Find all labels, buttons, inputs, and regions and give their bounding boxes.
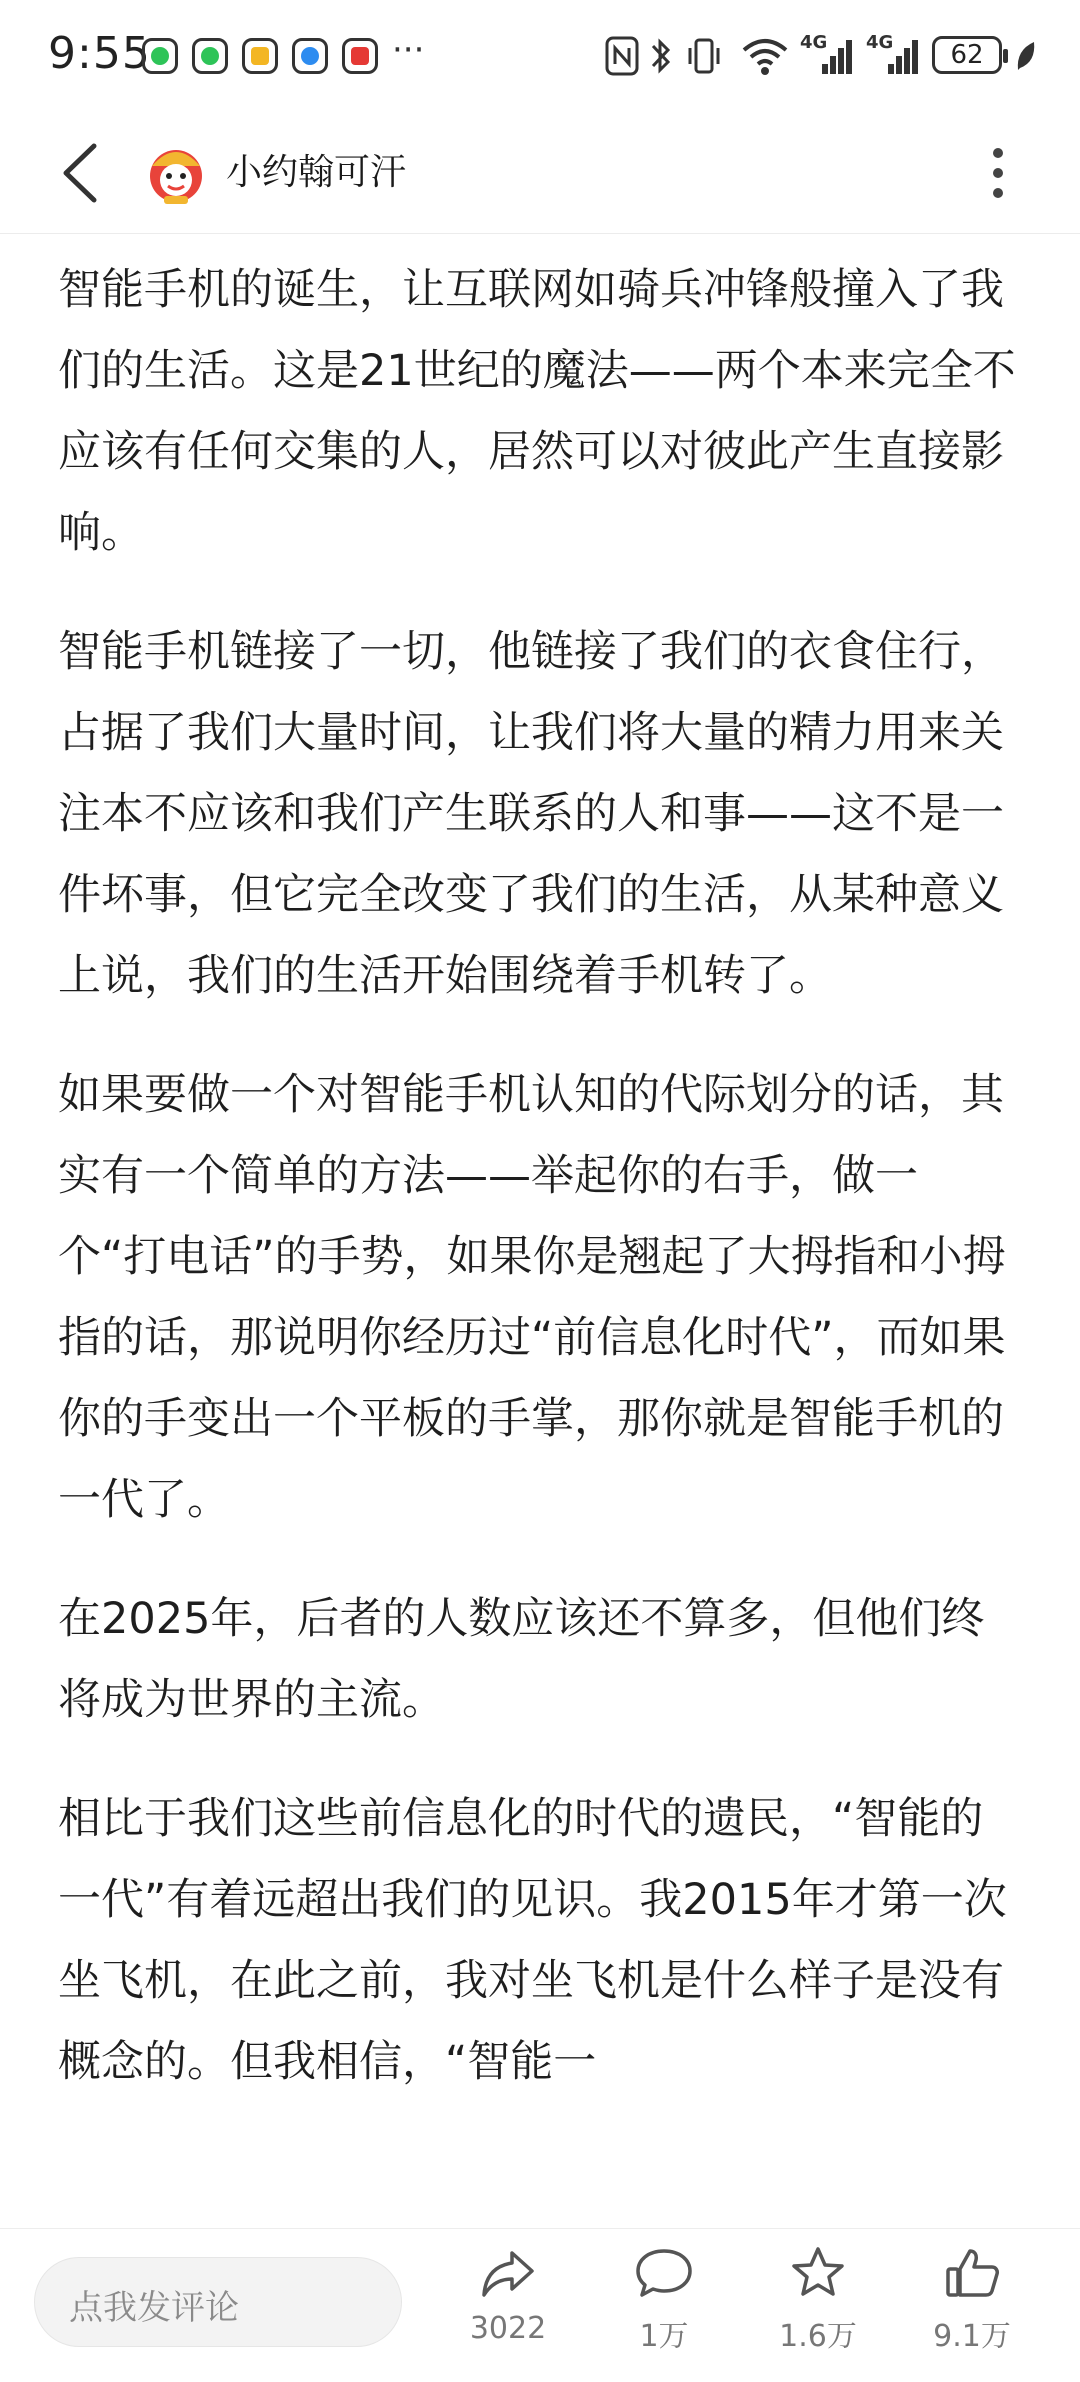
app-notification-icon: [242, 38, 278, 74]
article-paragraph: 智能手机链接了一切，他链接了我们的衣食住行，占据了我们大量时间，让我们将大量的精力用来关注本不应该和我们产生联系的人和事——这不是一件坏事，但它完全改变了我们的生活，从某种意义上说，我们的生活开始围绕着手机转了。: [58, 627, 1004, 1001]
cellular-signal-icon: [866, 32, 922, 80]
comment-count: 1万: [639, 2319, 689, 2354]
author-name[interactable]: 小约翰可汗: [226, 152, 407, 193]
more-notifications-icon: ···: [392, 30, 425, 70]
network-type-label: 4G: [800, 32, 828, 53]
article-body: [58, 250, 1022, 2141]
share-count: 3022: [469, 2311, 547, 2346]
wechat-notification-icon: [142, 38, 178, 74]
nfc-icon: [604, 32, 640, 80]
article-paragraph: 如果要做一个对智能手机认知的代际划分的话，其实有一个简单的方法——举起你的右手，做一个“打电话”的手势，如果你是翘起了大拇指和小拇指的话，那说明你经历过“前信息化时代”，而如果你的手变出一个平板的手掌，那你就是智能手机的一代了。: [58, 1070, 1006, 1525]
comment-icon: [634, 2243, 694, 2303]
wifi-icon: [740, 32, 790, 80]
article-paragraph: 智能手机的诞生，让互联网如骑兵冲锋般撞入了我们的生活。这是21世纪的魔法——两个本来完全不应该有任何交集的人，居然可以对彼此产生直接影响。: [58, 265, 1016, 558]
power-saving-icon: [1014, 38, 1038, 74]
network-type-label: 4G: [866, 32, 894, 53]
app-notification-icon: [292, 38, 328, 74]
article-paragraph: 相比于我们这些前信息化的时代的遗民，“智能的一代”有着远超出我们的见识。我2015年才第一次坐飞机，在此之前，我对坐飞机是什么样子是没有概念的。但我相信，“智能一: [58, 1794, 1007, 2087]
bottom-action-bar: [0, 2228, 1080, 2382]
cellular-signal-icon: [800, 32, 856, 80]
back-arrow-icon[interactable]: [56, 140, 106, 206]
share-icon: [478, 2243, 538, 2303]
favorite-count: 1.6万: [779, 2319, 857, 2354]
comment-placeholder: 点我发评论: [69, 2288, 239, 2328]
star-icon: [788, 2243, 848, 2303]
status-time: 9:55: [48, 28, 151, 79]
comment-input[interactable]: [34, 2257, 402, 2347]
app-notification-icon: [342, 38, 378, 74]
bluetooth-icon: [648, 32, 674, 80]
comment-button[interactable]: [604, 2243, 724, 2379]
author-avatar[interactable]: [142, 136, 210, 206]
article-header: [0, 110, 1080, 234]
thumbs-up-icon: [942, 2243, 1002, 2303]
like-button[interactable]: [912, 2243, 1032, 2379]
like-count: 9.1万: [933, 2319, 1011, 2354]
more-options-icon[interactable]: [986, 146, 1010, 200]
article-paragraph: 在2025年，后者的人数应该还不算多，但他们终将成为世界的主流。: [58, 1594, 985, 1725]
status-bar: [0, 0, 1080, 110]
battery-icon: 62: [932, 36, 1002, 74]
favorite-button[interactable]: [758, 2243, 878, 2379]
wechat-notification-icon: [192, 38, 228, 74]
vibrate-icon: [684, 32, 724, 80]
share-button[interactable]: [448, 2243, 568, 2379]
